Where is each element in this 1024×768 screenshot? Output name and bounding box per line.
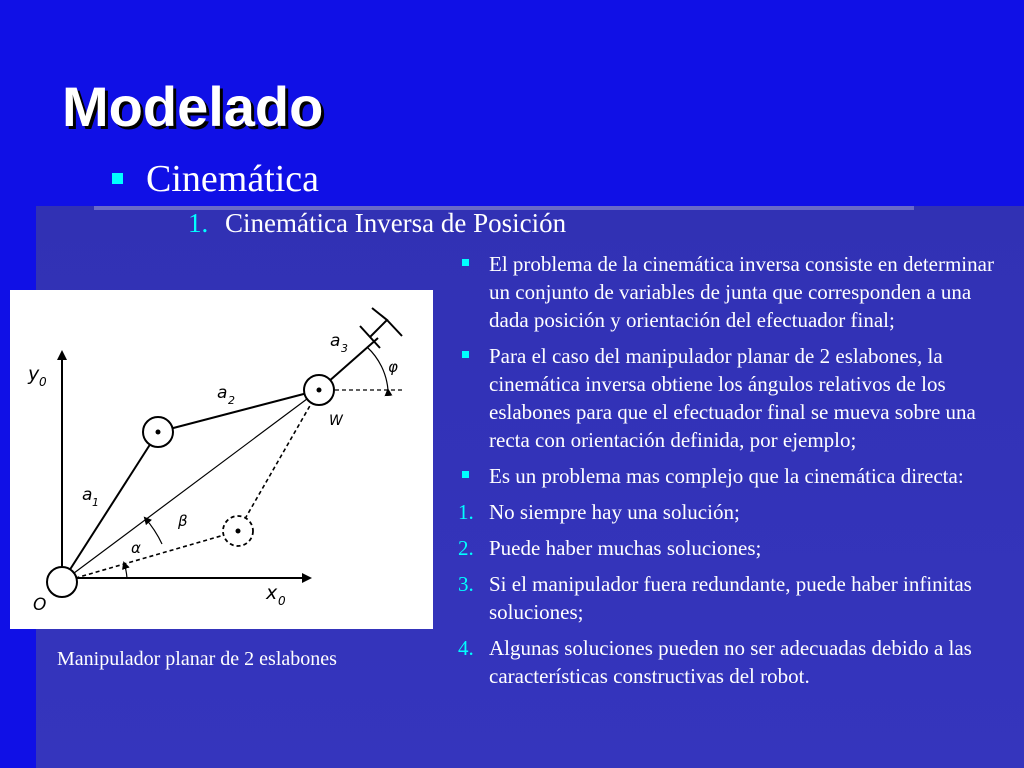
list-item <box>456 634 1016 690</box>
gripper <box>360 308 402 348</box>
dashed-alt-link2 <box>238 390 319 531</box>
label-origin: O <box>33 595 47 615</box>
list-item <box>456 570 1016 626</box>
link-a2 <box>158 390 319 432</box>
level1-text: Cinemática <box>146 158 320 200</box>
list-item-text: Algunas soluciones pueden no ser adecuadas debido a las características constructivas del robot. <box>489 636 972 688</box>
arc-phi <box>367 347 388 390</box>
link-a1 <box>62 432 158 582</box>
label-a3: a <box>330 331 341 351</box>
label-a3-sub: 3 <box>341 342 348 355</box>
list-item-text: Puede haber muchas soluciones; <box>489 536 762 560</box>
square-bullet-icon <box>462 471 469 478</box>
list-item <box>456 498 1016 526</box>
level2-heading <box>188 206 566 240</box>
list-item-text: Para el caso del manipulador planar de 2 eslabones, la cinemática inversa obtiene los ángulos relativos de los eslabones para que el efectuador final se mueva sobre una recta con orientación definida, por ejemplo; <box>489 344 976 452</box>
list-item-number: 4. <box>458 636 474 660</box>
list-item-text: No siempre hay una solución; <box>489 500 740 524</box>
square-bullet-icon <box>112 173 123 184</box>
label-a1: a <box>82 485 93 505</box>
label-wrist: W <box>329 413 343 429</box>
slide-title: Modelado <box>62 75 324 138</box>
joint-elbow-dot <box>156 430 161 435</box>
square-bullet-icon <box>462 259 469 266</box>
label-a2-sub: 2 <box>228 394 235 407</box>
list-item <box>456 250 1016 334</box>
level2-text: Cinemática Inversa de Posición <box>225 208 567 238</box>
list-item <box>456 534 1016 562</box>
square-bullet-icon <box>462 351 469 358</box>
joint-alt-elbow-dot <box>236 529 241 534</box>
list-item-text: Si el manipulador fuera redundante, puede haber infinitas soluciones; <box>489 572 972 624</box>
manipulator-diagram <box>10 290 433 629</box>
joint-base <box>47 567 77 597</box>
label-alpha: α <box>131 539 141 557</box>
label-beta: β <box>178 512 188 530</box>
line-o-to-w <box>62 390 319 582</box>
content-list <box>456 250 1016 698</box>
figure-caption: Manipulador planar de 2 eslabones <box>57 648 337 670</box>
list-item-text: El problema de la cinemática inversa consiste en determinar un conjunto de variables de junta que corresponden a una dada posición y orientación del efectuador final; <box>489 252 994 332</box>
joint-wrist-dot <box>317 388 322 393</box>
arc-beta <box>145 518 162 544</box>
list-item-text: Es un problema mas complejo que la cinemática directa: <box>489 464 964 488</box>
label-phi: φ <box>388 358 398 376</box>
dashed-alt-link1 <box>62 531 238 582</box>
label-a2: a <box>217 383 228 403</box>
list-item-number: 3. <box>458 572 474 596</box>
list-item-number: 1. <box>458 500 474 524</box>
list-item <box>456 342 1016 454</box>
label-a1-sub: 1 <box>92 496 99 509</box>
level2-number: 1. <box>188 208 209 238</box>
label-x-sub: 0 <box>278 594 286 608</box>
label-y-sub: 0 <box>39 375 47 389</box>
label-x-axis: x <box>266 582 278 604</box>
list-item-number: 2. <box>458 536 474 560</box>
arc-alpha <box>124 563 127 578</box>
label-y-axis: y <box>28 363 40 385</box>
list-item <box>456 462 1016 490</box>
manipulator-figure <box>10 290 433 629</box>
